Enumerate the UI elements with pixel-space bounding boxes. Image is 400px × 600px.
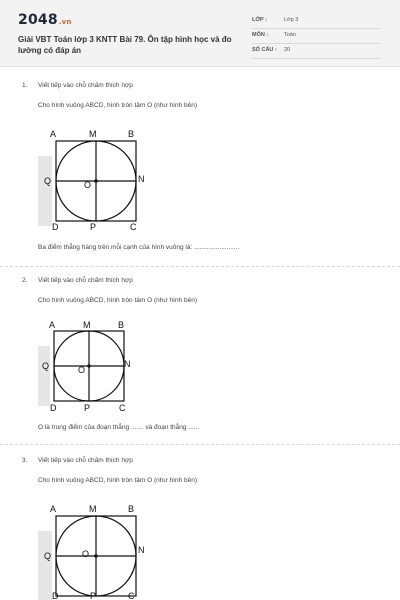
question-number: 1. — [22, 82, 28, 89]
question-instruction: Viết tiếp vào chỗ chấm thích hợp — [38, 277, 133, 284]
center-point — [87, 364, 90, 367]
label-n: N — [138, 545, 145, 555]
section-divider — [0, 444, 400, 445]
meta-key: SỐ CÂU : — [252, 47, 277, 53]
label-n: N — [138, 174, 145, 184]
question-number: 3. — [22, 457, 28, 464]
label-a: A — [50, 129, 57, 139]
logo-text: 2048 — [18, 12, 58, 28]
meta-key: MÔN : — [252, 32, 269, 38]
question-note: Ba điểm thẳng hàng trên mỗi cạnh của hình vuông là: ......................... — [38, 244, 240, 251]
label-d: D — [52, 591, 59, 600]
page-title: Giải VBT Toán lớp 3 KNTT Bài 79. Ôn tập hình học và đo lường có đáp án — [18, 35, 232, 55]
meta-question-count — [252, 44, 380, 59]
meta-value: Lớp 3 — [284, 17, 299, 23]
watermark-shape — [38, 531, 52, 600]
label-c: C — [130, 222, 137, 232]
question-prompt: Cho hình vuông ABCD, hình tròn tâm O (như hình bên) — [38, 297, 197, 304]
label-m: M — [89, 129, 97, 139]
question-instruction: Viết tiếp vào chỗ chấm thích hợp — [38, 82, 133, 89]
center-point — [94, 554, 98, 558]
meta-grade — [252, 14, 380, 29]
question-prompt: Cho hình vuông ABCD, hình tròn tâm O (như hình bên) — [38, 477, 197, 484]
page-header — [0, 0, 400, 67]
label-p: P — [90, 222, 97, 232]
logo-suffix: .vn — [58, 18, 72, 26]
label-m: M — [83, 320, 91, 330]
label-a: A — [49, 320, 56, 330]
question-note: O là trung điểm của đoạn thẳng ....... và đoạn thẳng ...... — [38, 424, 200, 431]
site-logo[interactable] — [18, 12, 72, 28]
label-o: O — [78, 365, 86, 375]
label-o: O — [82, 549, 90, 559]
label-b: B — [118, 320, 125, 330]
watermark-shape — [38, 156, 52, 226]
label-q: Q — [44, 176, 52, 186]
label-c: C — [128, 591, 135, 600]
label-m: M — [89, 504, 97, 514]
meta-key: LỚP : — [252, 17, 267, 23]
label-p: P — [90, 591, 97, 600]
label-a: A — [50, 504, 57, 514]
label-o: O — [84, 180, 92, 190]
square-circle-figure-1 — [36, 126, 156, 236]
section-divider — [0, 266, 400, 267]
label-q: Q — [42, 361, 50, 371]
square-circle-figure-3 — [36, 501, 156, 600]
question-number: 2. — [22, 277, 28, 284]
label-c: C — [119, 403, 126, 413]
question-instruction: Viết tiếp vào chỗ chấm thích hợp — [38, 457, 133, 464]
label-p: P — [84, 403, 91, 413]
label-b: B — [128, 504, 135, 514]
label-n: N — [124, 359, 131, 369]
watermark-shape — [38, 346, 50, 406]
label-b: B — [128, 129, 135, 139]
question-prompt: Cho hình vuông ABCD, hình tròn tâm O (như hình bên) — [38, 102, 197, 109]
square-circle-figure-2 — [36, 321, 146, 416]
label-d: D — [52, 222, 59, 232]
label-q: Q — [44, 551, 52, 561]
meta-value: Toán — [284, 32, 296, 38]
label-d: D — [50, 403, 57, 413]
center-point — [94, 179, 98, 183]
meta-value: 20 — [284, 47, 291, 53]
meta-subject — [252, 29, 380, 44]
